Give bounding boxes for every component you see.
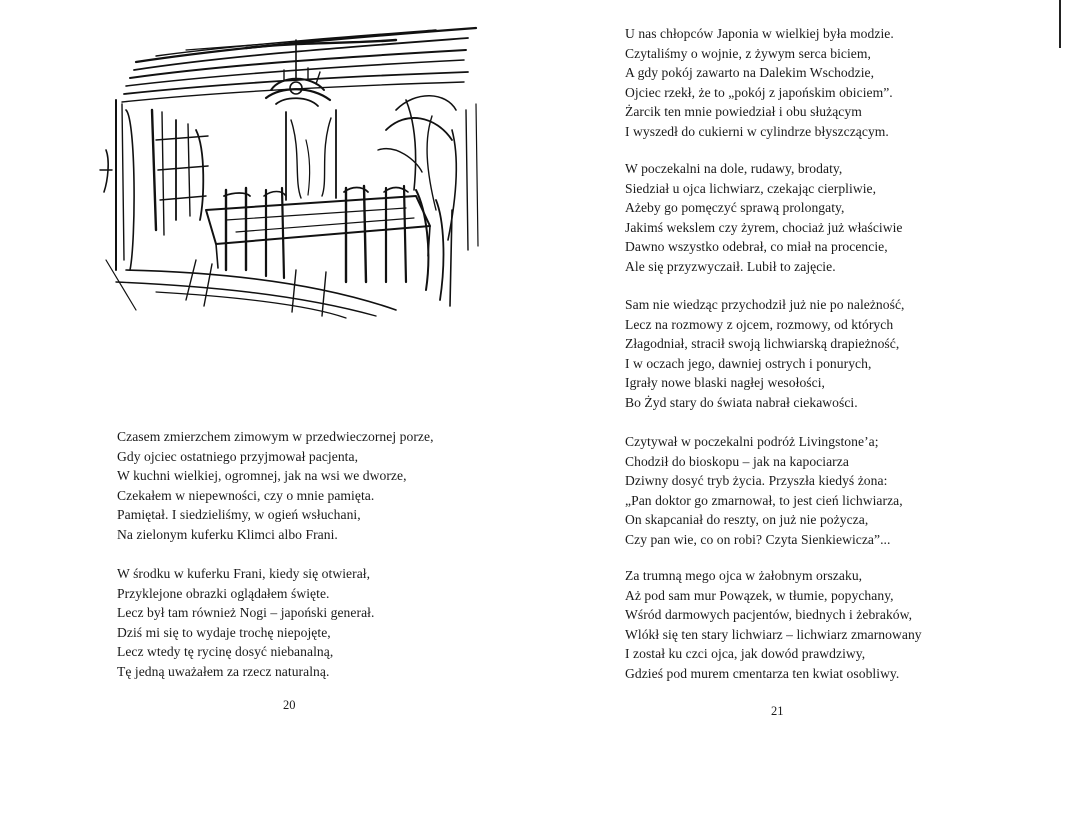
verse-line: Ale się przyzwyczaił. Lubił to zajęcie. (625, 258, 836, 274)
verse-line: W poczekalni na dole, rudawy, brodaty, (625, 161, 843, 176)
verse-line: Czytywał w poczekalni podróż Livingstone’a; (625, 434, 879, 449)
verse-line: I został ku czci ojca, jak dowód prawdziwy, (625, 646, 866, 662)
verse-line: Czytaliśmy o wojnie, z żywym serca biciem, (625, 45, 871, 61)
verse-line: Jakimś wekslem czy żyrem, chociaż już właściwie (625, 219, 903, 235)
verse-line: W środku w kuferku Frani, kiedy się otwierał, (117, 566, 371, 581)
verse-line: Dawno wszystko odebrał, co miał na procencie, (625, 239, 888, 255)
verse-line: Złagodniał, stracił swoją lichwiarską drapieżność, (625, 336, 900, 352)
verse-line: W kuchni wielkiej, ogromnej, jak na wsi we dworze, (117, 468, 407, 484)
verse-line: Czasem zmierzchem zimowym w przedwieczornej porze, (117, 429, 434, 444)
verse-line: Za trumną mego ojca w żałobnym orszaku, (625, 568, 863, 583)
verse-line: Gdzieś pod murem cmentarza ten kwiat osobliwy. (625, 665, 900, 681)
verse-line: Gdy ojciec ostatniego przyjmował pacjenta, (117, 448, 359, 464)
verse-line: Czy pan wie, co on robi? Czyta Sienkiewicza”... (625, 531, 891, 547)
stanza (117, 427, 434, 545)
verse-line: „Pan doktor go zmarnował, to jest cień lichwiarza, (625, 492, 903, 508)
verse-line: Lecz wtedy tę rycinę dosyć niebanalną, (117, 644, 334, 660)
verse-line: I w oczach jego, dawniej ostrych i ponurych, (625, 355, 872, 371)
verse-line: Wlókł się ten stary lichwiarz – lichwiarz zmarnowany (625, 626, 922, 642)
stanza (117, 564, 374, 682)
restaurant-interior-illustration (96, 20, 486, 320)
verse-line: On skapcaniał do reszty, on już nie pożycza, (625, 512, 869, 528)
verse-line: Przyklejone obrazki oglądałem święte. (117, 585, 330, 601)
verse-line: A gdy pokój zawarto na Dalekim Wschodzie, (625, 65, 875, 81)
verse-line: Pamiętał. I siedzieliśmy, w ogień wsłuchani, (117, 507, 361, 523)
verse-line: Lecz na rozmowy z ojcem, rozmowy, od których (625, 316, 894, 332)
stanza (625, 24, 894, 142)
verse-line: Igrały nowe blaski nagłej wesołości, (625, 375, 825, 391)
verse-line: Czekałem w niepewności, czy o mnie pamięta. (117, 487, 375, 503)
page-number: 20 (283, 698, 296, 712)
stanza (625, 566, 922, 684)
stanza (625, 159, 903, 277)
verse-line: Sam nie wiedząc przychodził już nie po należność, (625, 297, 905, 312)
verse-line: Ojciec rzekł, że to „pokój z japońskim obiciem”. (625, 84, 893, 100)
page-number: 21 (771, 704, 784, 718)
stanza (625, 295, 905, 413)
verse-line: Na zielonym kuferku Klimci albo Frani. (117, 526, 338, 542)
verse-line: Aż pod sam mur Powązek, w tłumie, popychany, (625, 587, 894, 603)
verse-line: Bo Żyd stary do świata nabrał ciekawości. (625, 394, 858, 410)
page-edge-line (1059, 0, 1061, 48)
verse-line: Żarcik ten mnie powiedział i obu służącym (625, 104, 862, 120)
verse-line: Ażeby go pomęczyć sprawą prolongaty, (625, 200, 845, 216)
verse-line: Lecz był tam również Nogi – japoński generał. (117, 605, 375, 621)
verse-line: Tę jedną uważałem za rzecz naturalną. (117, 663, 330, 679)
verse-line: Wśród darmowych pacjentów, biednych i żebraków, (625, 607, 913, 623)
stanza (625, 432, 903, 550)
left-page (0, 0, 532, 831)
verse-line: I wyszedł do cukierni w cylindrze błyszczącym. (625, 123, 889, 139)
verse-line: Chodził do bioskopu – jak na kapociarza (625, 453, 849, 469)
verse-line: U nas chłopców Japonia w wielkiej była modzie. (625, 26, 894, 41)
verse-line: Dziwny dosyć tryb życia. Przyszła kiedyś żona: (625, 473, 888, 489)
verse-line: Dziś mi się to wydaje trochę niepojęte, (117, 624, 331, 640)
verse-line: Siedział u ojca lichwiarz, czekając cierpliwie, (625, 180, 877, 196)
right-page (533, 0, 1065, 831)
